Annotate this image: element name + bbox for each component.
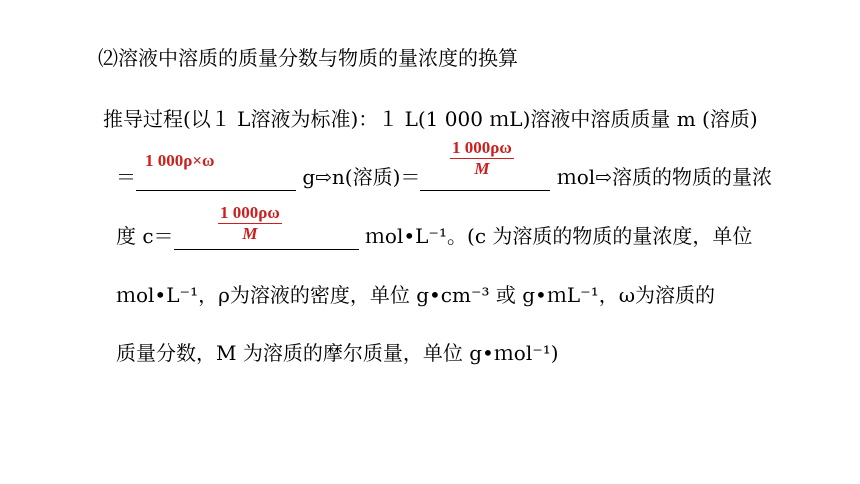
answer-concentration-fraction (218, 203, 282, 244)
fraction-numerator: 1 000ρω (452, 138, 512, 157)
moles-text: g⇨n(溶质)＝ (302, 165, 421, 189)
answer-solute-moles-fraction (450, 138, 514, 179)
fraction-numerator: 1 000ρω (220, 203, 280, 222)
derivation-line-5: 质量分数，M 为溶质的摩尔质量，单位 g•ｍol⁻¹) (116, 341, 559, 365)
concentration-text: ｍol⇨溶质的物质的量浓 (556, 165, 772, 189)
answer-solute-mass: 1 000ρ×ω (145, 151, 215, 170)
concentration-label: 度 c＝ (116, 224, 174, 248)
equals-sign: ＝ (116, 165, 136, 189)
blank-solute-mass (136, 168, 296, 191)
fraction-denominator: M (474, 159, 490, 178)
fraction-denominator: M (242, 224, 258, 243)
derivation-line-4: ｍol•L⁻¹，ρ为溶液的密度，单位 g•cm⁻³ 或 g•ｍL⁻¹，ω为溶质的 (116, 283, 716, 307)
derivation-line-3 (116, 222, 752, 250)
section-heading: ⑵溶液中溶质的质量分数与物质的量浓度的换算 (98, 46, 518, 70)
concentration-unit-text: ｍol•L⁻¹。(c 为溶质的物质的量浓度，单位 (364, 224, 753, 248)
derivation-line-1: 推导过程(以１ L溶液为标准)：１ L(1 000 ｍL)溶液中溶质质量 m (溶质) (103, 107, 758, 131)
